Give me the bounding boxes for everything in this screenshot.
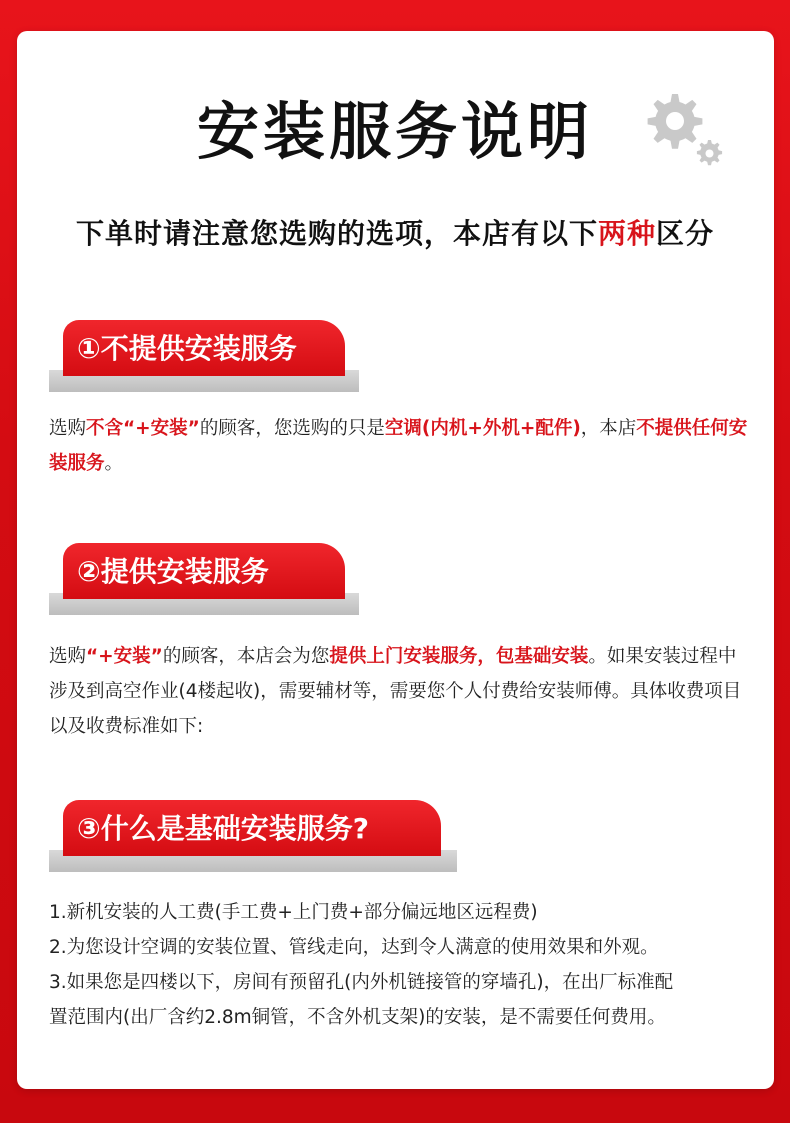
body-text: 选购 bbox=[49, 418, 87, 439]
section-body-no-install bbox=[49, 411, 750, 481]
body-text: 的顾客，您选购的只是 bbox=[199, 418, 385, 439]
body-highlight: “+安装” bbox=[86, 646, 163, 667]
list-item: 3.如果您是四楼以下，房间有预留孔(内外机链接管的穿墙孔)，在出厂标准配 bbox=[49, 972, 674, 993]
body-highlight: 不含“+安装” bbox=[86, 418, 200, 439]
body-text: 。如果安装过程中涉及到高空作业(4楼起收)，需要辅材等，需要您个人付费给安装师傅。具体收费项目以及收费标准如下: bbox=[49, 646, 742, 737]
subtitle bbox=[0, 212, 790, 256]
list-item: 置范围内(出厂含约2.8m铜管，不含外机支架)的安装，是不需要任何费用。 bbox=[49, 1007, 666, 1028]
body-highlight: 空调(内机+外机+配件) bbox=[384, 418, 581, 439]
gears-icon bbox=[636, 88, 726, 168]
section-title: ③什么是基础安装服务? bbox=[63, 800, 441, 856]
body-highlight: 不提供任何安装服务 bbox=[49, 418, 748, 474]
section-title: ①不提供安装服务 bbox=[63, 320, 345, 376]
list-item: 2.为您设计空调的安装位置、管线走向，达到令人满意的使用效果和外观。 bbox=[49, 937, 659, 958]
list-item: 1.新机安装的人工费(手工费+上门费+部分偏远地区远程费) bbox=[49, 902, 538, 923]
subtitle-highlight: 两种 bbox=[597, 217, 656, 250]
body-text: 。 bbox=[104, 453, 124, 474]
subtitle-end: 区分 bbox=[656, 217, 715, 250]
section-body-with-install bbox=[49, 639, 750, 744]
subtitle-text: 下单时请注意您选购的选项，本店有以下 bbox=[75, 217, 598, 250]
section-header-with-install bbox=[49, 543, 359, 615]
body-text: ，本店 bbox=[580, 418, 637, 439]
section-list-basic-install bbox=[49, 895, 750, 1035]
section-title: ②提供安装服务 bbox=[63, 543, 345, 599]
body-text: 选购 bbox=[49, 646, 87, 667]
body-text: 的顾客，本店会为您 bbox=[162, 646, 330, 667]
body-highlight: 提供上门安装服务，包基础安装 bbox=[329, 646, 589, 667]
section-header-basic-install bbox=[49, 800, 457, 872]
page-title: 安装服务说明 bbox=[196, 95, 593, 168]
section-header-no-install bbox=[49, 320, 359, 392]
